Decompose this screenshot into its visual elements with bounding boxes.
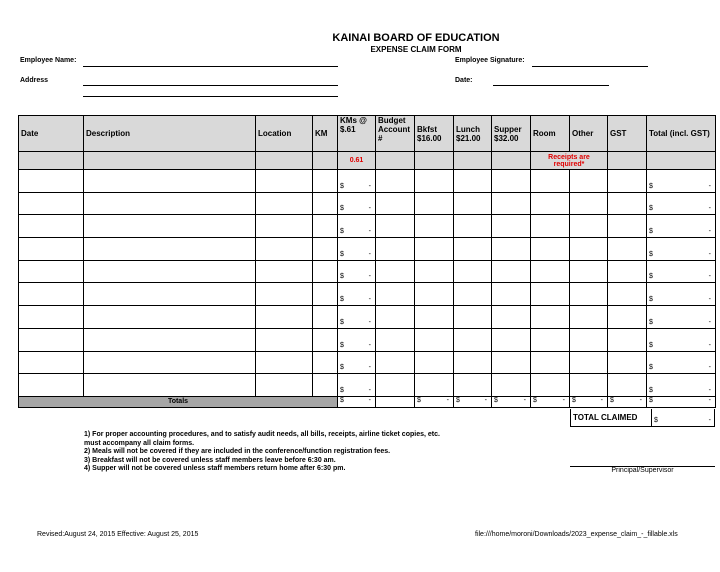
cell-km[interactable] — [313, 238, 338, 261]
cell-other[interactable] — [570, 170, 608, 193]
cell-km[interactable] — [313, 351, 338, 374]
employee-signature-field[interactable] — [532, 66, 648, 67]
cell-other[interactable] — [570, 283, 608, 306]
cell-date[interactable] — [19, 238, 84, 261]
cell-location[interactable] — [256, 283, 313, 306]
currency-symbol: $ — [649, 182, 653, 190]
cell-lunch[interactable] — [454, 170, 492, 193]
cell-location[interactable] — [256, 374, 313, 397]
cell-room[interactable] — [531, 238, 570, 261]
note-line: 3) Breakfast will not be covered unless staff members leave before 6:30 am. — [84, 456, 336, 464]
amount-value: - — [368, 386, 371, 394]
employee-signature-label: Employee Signature: — [455, 57, 525, 64]
currency-symbol: $ — [649, 296, 653, 304]
cell-bkfst[interactable] — [415, 351, 454, 374]
currency-symbol: $ — [572, 397, 576, 405]
cell-budget_account[interactable] — [376, 351, 415, 374]
column-header-supper: Supper $32.00 — [492, 116, 531, 152]
cell-gst[interactable] — [608, 283, 647, 306]
cell-total[interactable] — [647, 260, 716, 283]
file-path: file:///home/moroni/Downloads/2023_expense_claim_-_fillable.xls — [475, 531, 678, 538]
cell-km[interactable] — [313, 260, 338, 283]
cell-bkfst[interactable] — [415, 238, 454, 261]
amount-value: - — [368, 296, 371, 304]
cell-description[interactable] — [84, 306, 256, 329]
cell-room[interactable] — [531, 374, 570, 397]
cell-other[interactable] — [570, 351, 608, 374]
cell-bkfst[interactable] — [415, 374, 454, 397]
cell-km[interactable] — [313, 215, 338, 238]
cell-lunch[interactable] — [454, 215, 492, 238]
rate-cell-location — [256, 152, 313, 170]
total-lunch — [454, 396, 492, 407]
cell-lunch[interactable] — [454, 283, 492, 306]
cell-bkfst[interactable] — [415, 215, 454, 238]
cell-location[interactable] — [256, 351, 313, 374]
cell-kms_rate[interactable] — [338, 374, 376, 397]
cell-description[interactable] — [84, 283, 256, 306]
currency-symbol: $ — [340, 397, 344, 405]
table-row — [19, 238, 716, 261]
amount-value: - — [708, 250, 711, 258]
cell-room[interactable] — [531, 328, 570, 351]
cell-location[interactable] — [256, 238, 313, 261]
cell-other[interactable] — [570, 306, 608, 329]
cell-budget_account[interactable] — [376, 238, 415, 261]
cell-description[interactable] — [84, 351, 256, 374]
cell-room[interactable] — [531, 260, 570, 283]
amount-value: - — [368, 228, 371, 236]
cell-description[interactable] — [84, 260, 256, 283]
cell-room[interactable] — [531, 215, 570, 238]
cell-kms_rate[interactable] — [338, 283, 376, 306]
currency-symbol: $ — [340, 296, 344, 304]
cell-location[interactable] — [256, 215, 313, 238]
cell-kms_rate[interactable] — [338, 170, 376, 193]
total-bkfst — [415, 396, 454, 407]
table-row — [19, 351, 716, 374]
cell-total[interactable] — [647, 283, 716, 306]
amount-value: - — [368, 397, 371, 405]
rate-cell-bkfst — [415, 152, 454, 170]
amount-value: - — [368, 318, 371, 326]
cell-description[interactable] — [84, 215, 256, 238]
cell-budget_account[interactable] — [376, 215, 415, 238]
note-line: 4) Supper will not be covered unless staff members return home after 6:30 pm. — [84, 465, 346, 472]
cell-bkfst[interactable] — [415, 260, 454, 283]
cell-gst[interactable] — [608, 170, 647, 193]
currency-symbol: $ — [456, 397, 460, 405]
column-header-kms_rate: KMs @ $.61 — [338, 116, 376, 152]
cell-budget_account[interactable] — [376, 260, 415, 283]
cell-supper[interactable] — [492, 170, 531, 193]
cell-date[interactable] — [19, 192, 84, 215]
cell-budget_account[interactable] — [376, 170, 415, 193]
cell-kms_rate[interactable] — [338, 351, 376, 374]
rate-cell-description — [84, 152, 256, 170]
cell-location[interactable] — [256, 328, 313, 351]
column-header-gst: GST — [608, 116, 647, 152]
cell-lunch[interactable] — [454, 238, 492, 261]
cell-supper[interactable] — [492, 306, 531, 329]
total-claimed-amount[interactable] — [652, 409, 714, 426]
total-budget_account — [376, 396, 415, 407]
amount-value: - — [708, 386, 711, 394]
amount-value: - — [708, 182, 711, 190]
form-title: KAINAI BOARD OF EDUCATION — [332, 32, 500, 44]
note-line: must accompany all claim forms. — [84, 439, 195, 447]
cell-description[interactable] — [84, 328, 256, 351]
amount-value: - — [708, 228, 711, 236]
rate-cell-km — [313, 152, 338, 170]
total-other — [570, 396, 608, 407]
cell-location[interactable] — [256, 260, 313, 283]
notes-block — [84, 431, 504, 474]
currency-symbol: $ — [649, 364, 653, 372]
total-supper — [492, 396, 531, 407]
cell-location[interactable] — [256, 170, 313, 193]
total-gst — [608, 396, 647, 407]
currency-symbol: $ — [649, 273, 653, 281]
cell-date[interactable] — [19, 328, 84, 351]
cell-lunch[interactable] — [454, 306, 492, 329]
column-header-bkfst: Bkfst $16.00 — [415, 116, 454, 152]
cell-date[interactable] — [19, 374, 84, 397]
cell-gst[interactable] — [608, 374, 647, 397]
amount-value: - — [562, 397, 565, 405]
rate-cell-total — [647, 152, 716, 170]
currency-symbol: $ — [649, 397, 653, 405]
cell-total[interactable] — [647, 328, 716, 351]
table-row — [19, 215, 716, 238]
cell-gst[interactable] — [608, 260, 647, 283]
cell-kms_rate[interactable] — [338, 192, 376, 215]
form-subtitle: EXPENSE CLAIM FORM — [370, 45, 462, 54]
cell-location[interactable] — [256, 192, 313, 215]
cell-gst[interactable] — [608, 238, 647, 261]
cell-room[interactable] — [531, 283, 570, 306]
amount-value: - — [708, 318, 711, 326]
cell-other[interactable] — [570, 215, 608, 238]
cell-budget_account[interactable] — [376, 192, 415, 215]
note-line: 1) For proper accounting procedures, and to satisfy audit needs, all bills, receipts, airline ticket copies, etc. — [84, 431, 440, 438]
amount-value: - — [639, 397, 642, 405]
cell-room[interactable] — [531, 170, 570, 193]
table-row — [19, 374, 716, 397]
cell-total[interactable] — [647, 374, 716, 397]
cell-km[interactable] — [313, 192, 338, 215]
cell-date[interactable] — [19, 306, 84, 329]
column-header-km: KM — [313, 116, 338, 152]
cell-supper[interactable] — [492, 215, 531, 238]
cell-supper[interactable] — [492, 260, 531, 283]
cell-other[interactable] — [570, 374, 608, 397]
table-row — [19, 328, 716, 351]
rate-cell-date — [19, 152, 84, 170]
column-header-lunch: Lunch $21.00 — [454, 116, 492, 152]
currency-symbol: $ — [649, 318, 653, 326]
cell-lunch[interactable] — [454, 260, 492, 283]
currency-symbol: $ — [340, 318, 344, 326]
total-claimed-value: - — [708, 417, 711, 424]
cell-gst[interactable] — [608, 351, 647, 374]
table-row — [19, 306, 716, 329]
amount-value: - — [484, 397, 487, 405]
cell-other[interactable] — [570, 238, 608, 261]
cell-supper[interactable] — [492, 192, 531, 215]
currency-symbol: $ — [610, 397, 614, 405]
cell-budget_account[interactable] — [376, 283, 415, 306]
cell-total[interactable] — [647, 215, 716, 238]
table-row — [19, 260, 716, 283]
cell-gst[interactable] — [608, 306, 647, 329]
table-row — [19, 192, 716, 215]
revision-note: Revised:August 24, 2015 Effective: August 25, 2015 — [37, 531, 199, 538]
column-header-room: Room — [531, 116, 570, 152]
cell-description[interactable] — [84, 192, 256, 215]
currency-symbol: $ — [340, 364, 344, 372]
cell-total[interactable] — [647, 351, 716, 374]
rate-cell-gst — [608, 152, 647, 170]
rate-cell-lunch — [454, 152, 492, 170]
date-field[interactable] — [493, 85, 609, 86]
amount-value: - — [446, 397, 449, 405]
cell-description[interactable] — [84, 374, 256, 397]
cell-description[interactable] — [84, 238, 256, 261]
amount-value: - — [368, 250, 371, 258]
currency-symbol: $ — [340, 228, 344, 236]
cell-lunch[interactable] — [454, 328, 492, 351]
cell-supper[interactable] — [492, 283, 531, 306]
cell-bkfst[interactable] — [415, 170, 454, 193]
cell-gst[interactable] — [608, 192, 647, 215]
cell-total[interactable] — [647, 306, 716, 329]
amount-value: - — [368, 273, 371, 281]
total-room — [531, 396, 570, 407]
cell-room[interactable] — [531, 306, 570, 329]
currency-symbol: $ — [649, 228, 653, 236]
address-label: Address — [20, 77, 49, 84]
cell-room[interactable] — [531, 192, 570, 215]
amount-value: - — [708, 273, 711, 281]
cell-gst[interactable] — [608, 328, 647, 351]
cell-budget_account[interactable] — [376, 328, 415, 351]
total-claimed-label: TOTAL CLAIMED — [571, 409, 652, 426]
amount-value: - — [368, 341, 371, 349]
currency-symbol: $ — [340, 205, 344, 213]
cell-bkfst[interactable] — [415, 283, 454, 306]
column-header-location: Location — [256, 116, 313, 152]
column-header-budget_account: Budget Account # — [376, 116, 415, 152]
cell-lunch[interactable] — [454, 374, 492, 397]
cell-supper[interactable] — [492, 374, 531, 397]
currency-symbol: $ — [494, 397, 498, 405]
cell-other[interactable] — [570, 260, 608, 283]
date-label: Date: — [455, 77, 473, 84]
cell-description[interactable] — [84, 170, 256, 193]
cell-other[interactable] — [570, 192, 608, 215]
column-header-description: Description — [84, 116, 256, 152]
currency-symbol: $ — [340, 273, 344, 281]
cell-kms_rate[interactable] — [338, 215, 376, 238]
amount-value: - — [708, 397, 711, 405]
cell-kms_rate[interactable] — [338, 260, 376, 283]
cell-total[interactable] — [647, 170, 716, 193]
cell-km[interactable] — [313, 374, 338, 397]
column-header-other: Other — [570, 116, 608, 152]
total-total — [647, 396, 716, 407]
cell-total[interactable] — [647, 238, 716, 261]
cell-budget_account[interactable] — [376, 306, 415, 329]
totals-label: Totals — [19, 396, 338, 407]
table-row — [19, 283, 716, 306]
table-header-row — [19, 116, 716, 152]
total-claimed-currency: $ — [654, 417, 658, 424]
cell-date[interactable] — [19, 260, 84, 283]
currency-symbol: $ — [649, 386, 653, 394]
note-line: 2) Meals will not be covered if they are included in the conference/function registration fees. — [84, 448, 391, 455]
cell-bkfst[interactable] — [415, 192, 454, 215]
cell-total[interactable] — [647, 192, 716, 215]
employee-name-field[interactable] — [83, 66, 338, 67]
supervisor-signature-label: Principal/Supervisor — [611, 467, 674, 474]
currency-symbol: $ — [533, 397, 537, 405]
amount-value: - — [708, 296, 711, 304]
amount-value: - — [708, 341, 711, 349]
cell-date[interactable] — [19, 170, 84, 193]
cell-km[interactable] — [313, 328, 338, 351]
totals-row — [19, 396, 716, 407]
address-field-line-2[interactable] — [83, 96, 338, 97]
cell-room[interactable] — [531, 351, 570, 374]
column-header-date: Date — [19, 116, 84, 152]
employee-name-label: Employee Name: — [20, 57, 77, 64]
currency-symbol: $ — [417, 397, 421, 405]
cell-budget_account[interactable] — [376, 374, 415, 397]
amount-value: - — [523, 397, 526, 405]
amount-value: - — [600, 397, 603, 405]
currency-symbol: $ — [340, 250, 344, 258]
total-claimed-box — [570, 409, 715, 427]
expense-table — [18, 115, 716, 408]
cell-km[interactable] — [313, 306, 338, 329]
cell-date[interactable] — [19, 283, 84, 306]
rate-cell-supper — [492, 152, 531, 170]
amount-value: - — [708, 364, 711, 372]
cell-supper[interactable] — [492, 328, 531, 351]
currency-symbol: $ — [340, 386, 344, 394]
table-row — [19, 170, 716, 193]
currency-symbol: $ — [340, 182, 344, 190]
cell-bkfst[interactable] — [415, 306, 454, 329]
cell-gst[interactable] — [608, 215, 647, 238]
rate-row — [19, 152, 716, 170]
currency-symbol: $ — [649, 205, 653, 213]
currency-symbol: $ — [649, 341, 653, 349]
address-field-line-1[interactable] — [83, 85, 338, 86]
amount-value: - — [368, 182, 371, 190]
cell-kms_rate[interactable] — [338, 328, 376, 351]
amount-value: - — [708, 205, 711, 213]
rate-cell-budget — [376, 152, 415, 170]
cell-date[interactable] — [19, 351, 84, 374]
cell-kms_rate[interactable] — [338, 238, 376, 261]
cell-location[interactable] — [256, 306, 313, 329]
receipts-required-note: Receipts are required* — [531, 152, 608, 170]
total-kms_rate — [338, 396, 376, 407]
cell-supper[interactable] — [492, 351, 531, 374]
cell-bkfst[interactable] — [415, 328, 454, 351]
cell-lunch[interactable] — [454, 192, 492, 215]
km-rate-value: 0.61 — [338, 152, 376, 170]
amount-value: - — [368, 364, 371, 372]
cell-km[interactable] — [313, 283, 338, 306]
cell-other[interactable] — [570, 328, 608, 351]
column-header-total: Total (incl. GST) — [647, 116, 716, 152]
cell-lunch[interactable] — [454, 351, 492, 374]
currency-symbol: $ — [340, 341, 344, 349]
cell-km[interactable] — [313, 170, 338, 193]
cell-kms_rate[interactable] — [338, 306, 376, 329]
cell-supper[interactable] — [492, 238, 531, 261]
amount-value: - — [368, 205, 371, 213]
currency-symbol: $ — [649, 250, 653, 258]
cell-date[interactable] — [19, 215, 84, 238]
